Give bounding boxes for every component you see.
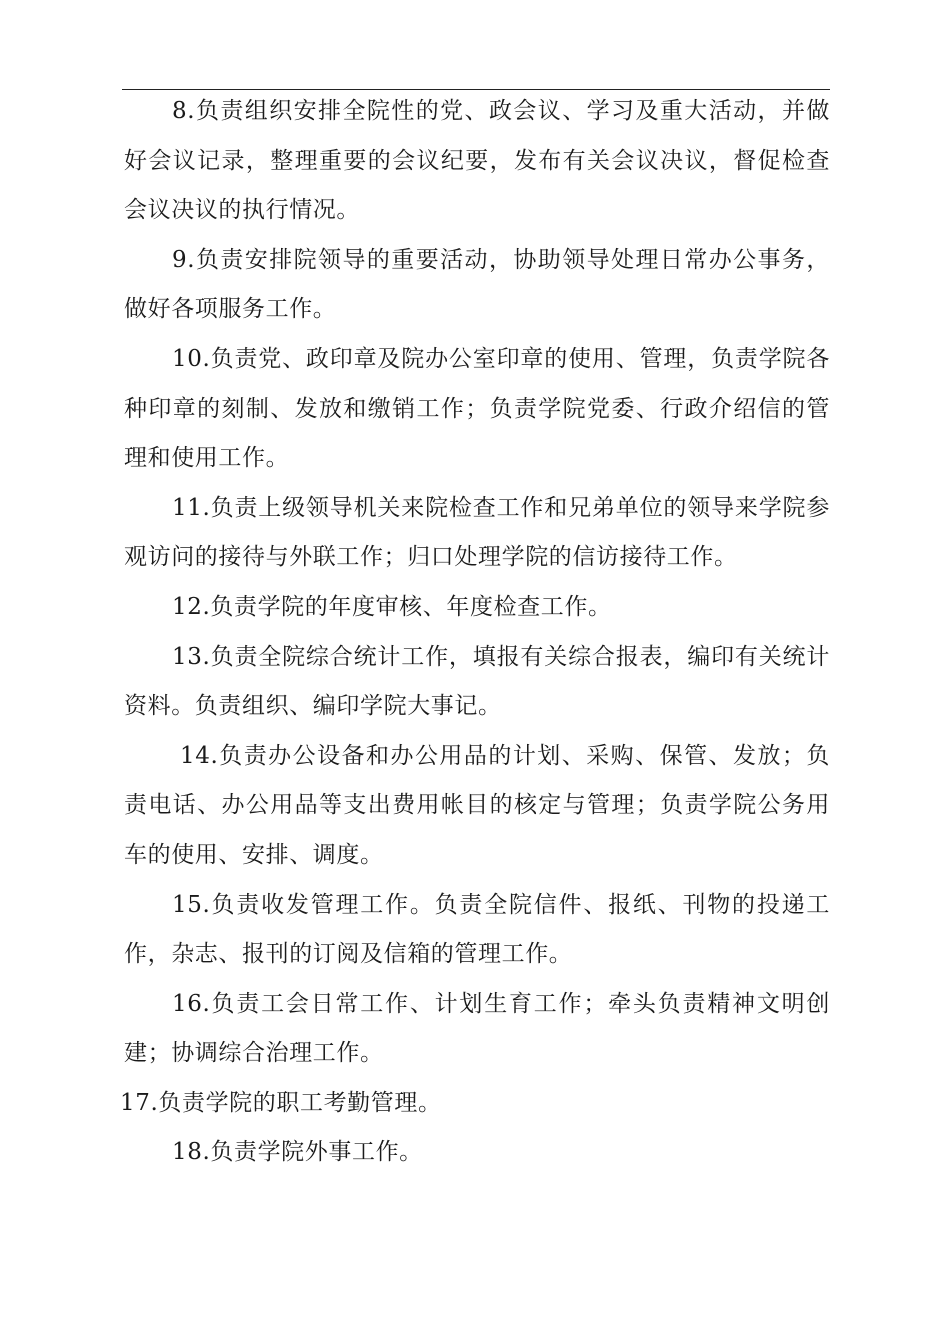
paragraph-item-16: 16.负责工会日常工作、计划生育工作；牵头负责精神文明创建；协调综合治理工作。 — [124, 990, 830, 1067]
paragraph-item-11: 11.负责上级领导机关来院检查工作和兄弟单位的领导来学院参观访问的接待与外联工作；归口处理学院的信访接待工作。 — [124, 494, 830, 571]
paragraph-item-17: 17.负责学院的职工考勤管理。 — [120, 1089, 442, 1116]
paragraph-item-14: 14.负责办公设备和办公用品的计划、采购、保管、发放；负责电话、办公用品等支出费用帐目的核定与管理；负责学院公务用车的使用、安排、调度。 — [124, 742, 830, 868]
paragraph-item-8: 8.负责组织安排全院性的党、政会议、学习及重大活动，并做好会议记录，整理重要的会议纪要，发布有关会议决议，督促检查会议决议的执行情况。 — [124, 98, 830, 224]
paragraph-item-12: 12.负责学院的年度审核、年度检查工作。 — [172, 593, 612, 620]
document-body — [120, 87, 830, 1178]
paragraph-item-13: 13.负责全院综合统计工作，填报有关综合报表，编印有关统计资料。负责组织、编印学院大事记。 — [124, 643, 830, 720]
paragraph-item-10: 10.负责党、政印章及院办公室印章的使用、管理，负责学院各种印章的刻制、发放和缴销工作；负责学院党委、行政介绍信的管理和使用工作。 — [124, 345, 830, 472]
paragraph-item-18: 18.负责学院外事工作。 — [172, 1139, 423, 1166]
paragraph-item-15: 15.负责收发管理工作。负责全院信件、报纸、刊物的投递工作，杂志、报刊的订阅及信箱的管理工作。 — [124, 891, 830, 968]
paragraph-item-9: 9.负责安排院领导的重要活动，协助领导处理日常办公事务，做好各项服务工作。 — [124, 246, 830, 323]
